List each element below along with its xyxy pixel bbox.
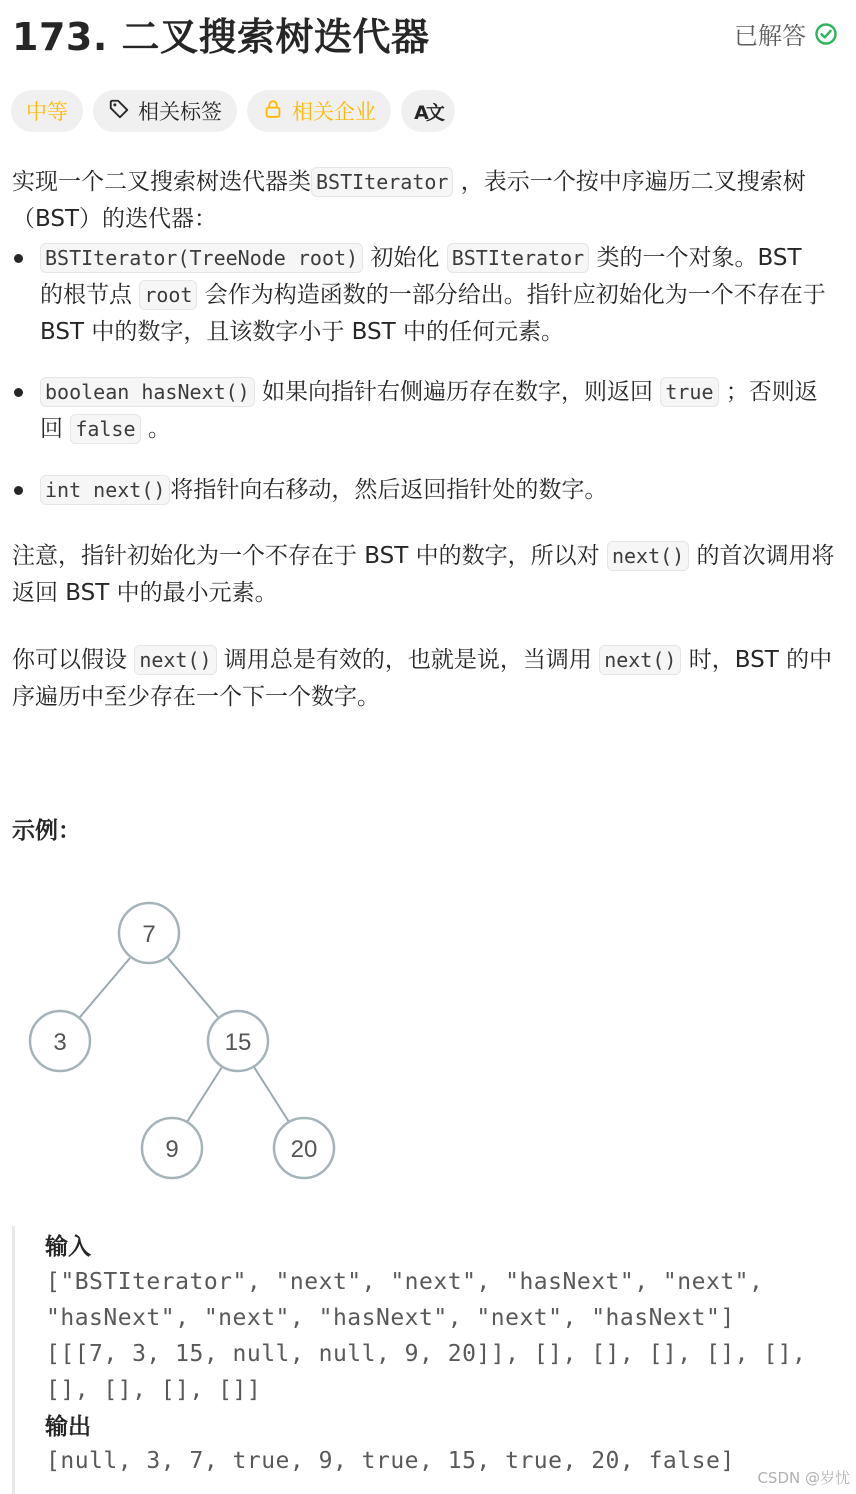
tree-edge bbox=[80, 958, 130, 1017]
input-line-2: [[[7, 3, 15, null, null, 9, 20]], [], [], [], [], [], [], [], [], []] bbox=[46, 1341, 821, 1403]
item-text: 如果向指针右侧遍历存在数字，则返回 bbox=[254, 379, 661, 405]
difficulty-badge bbox=[11, 90, 83, 132]
example-heading: 示例： bbox=[12, 818, 81, 844]
assume-text-1: 你可以假设 bbox=[12, 647, 135, 673]
tag-bar bbox=[11, 90, 455, 132]
item-code: int next() bbox=[40, 475, 170, 505]
assumption-paragraph bbox=[12, 642, 842, 716]
tree-node-label: 20 bbox=[290, 1136, 318, 1163]
bullet-dot bbox=[14, 486, 23, 495]
intro-text-1: 实现一个二叉搜索树迭代器类 bbox=[12, 169, 311, 195]
item-code: true bbox=[660, 377, 718, 407]
topics-tag-button[interactable] bbox=[93, 90, 237, 132]
topics-label: 相关标签 bbox=[138, 100, 222, 124]
tree-edge bbox=[168, 958, 218, 1017]
intro-text-2: ，表示一个按中序遍历二叉搜索树（BST）的迭代器： bbox=[12, 169, 806, 232]
assume-text-2: 调用总是有效的，也就是说，当调用 bbox=[216, 647, 600, 673]
note-paragraph bbox=[12, 538, 842, 612]
tree-edge bbox=[187, 1067, 222, 1122]
example-block bbox=[12, 1226, 845, 1494]
difficulty-label: 中等 bbox=[26, 100, 68, 124]
intro-code: BSTIterator bbox=[311, 167, 453, 197]
assume-code: next() bbox=[134, 645, 216, 675]
item-text: 初始化 bbox=[363, 245, 447, 271]
note-code: next() bbox=[607, 541, 689, 571]
tree-node-label: 7 bbox=[142, 921, 156, 948]
item-code: BSTIterator bbox=[447, 243, 589, 273]
note-text-1: 注意，指针初始化为一个不存在于 BST 中的数字，所以对 bbox=[12, 543, 607, 569]
bullet-dot bbox=[14, 388, 23, 397]
translate-icon: A文 bbox=[414, 101, 442, 124]
output-label: 输出 bbox=[45, 1414, 91, 1440]
item-text: ；否则返回 bbox=[40, 379, 818, 442]
intro-paragraph bbox=[12, 164, 842, 238]
input-line-1: ["BSTIterator", "next", "next", "hasNext", "next", "hasNext", "next", "hasNext", "next", "hasNext"] bbox=[46, 1269, 778, 1331]
item-text: 类的一个对象。BST 的根节点 bbox=[40, 245, 802, 308]
companies-label: 相关企业 bbox=[292, 100, 376, 124]
item-text: 会作为构造函数的一部分给出。指针应初始化为一个不存在于 BST 中的数字，且该数字小于 BST 中的任何元素。 bbox=[40, 282, 826, 345]
problem-title: 173. 二叉搜索树迭代器 bbox=[12, 15, 430, 59]
translate-button[interactable] bbox=[401, 90, 455, 132]
item-text: 将指针向右移动，然后返回指针处的数字。 bbox=[170, 477, 608, 503]
companies-tag-button[interactable] bbox=[247, 90, 391, 132]
item-code: boolean hasNext() bbox=[40, 377, 255, 407]
tree-edge bbox=[254, 1067, 289, 1122]
bst-diagram bbox=[0, 880, 380, 1190]
tree-node-label: 3 bbox=[53, 1029, 67, 1056]
assume-text-3: 时，BST 的中序遍历中至少存在一个下一个数字。 bbox=[12, 647, 833, 710]
item-code: false bbox=[70, 414, 140, 444]
assume-code: next() bbox=[599, 645, 681, 675]
list-item bbox=[40, 240, 830, 351]
input-label: 输入 bbox=[45, 1234, 91, 1260]
item-code: BSTIterator(TreeNode root) bbox=[40, 243, 363, 273]
item-text: 。 bbox=[140, 416, 171, 442]
bullet-dot bbox=[14, 254, 23, 263]
output-line: [null, 3, 7, true, 9, true, 15, true, 20, false] bbox=[46, 1448, 735, 1474]
watermark: CSDN @岁忧 bbox=[757, 1469, 850, 1487]
list-item bbox=[40, 472, 830, 509]
tree-node-label: 15 bbox=[224, 1029, 252, 1056]
tree-node-label: 9 bbox=[165, 1136, 179, 1163]
lock-icon bbox=[262, 98, 284, 125]
check-circle-icon bbox=[814, 22, 838, 46]
solved-status bbox=[734, 16, 838, 51]
note-text-2: 的首次调用将返回 BST 中的最小元素。 bbox=[12, 543, 835, 606]
item-code: root bbox=[139, 280, 197, 310]
list-item bbox=[40, 374, 830, 448]
tag-icon bbox=[108, 98, 130, 125]
solved-label: 已解答 bbox=[734, 22, 806, 50]
